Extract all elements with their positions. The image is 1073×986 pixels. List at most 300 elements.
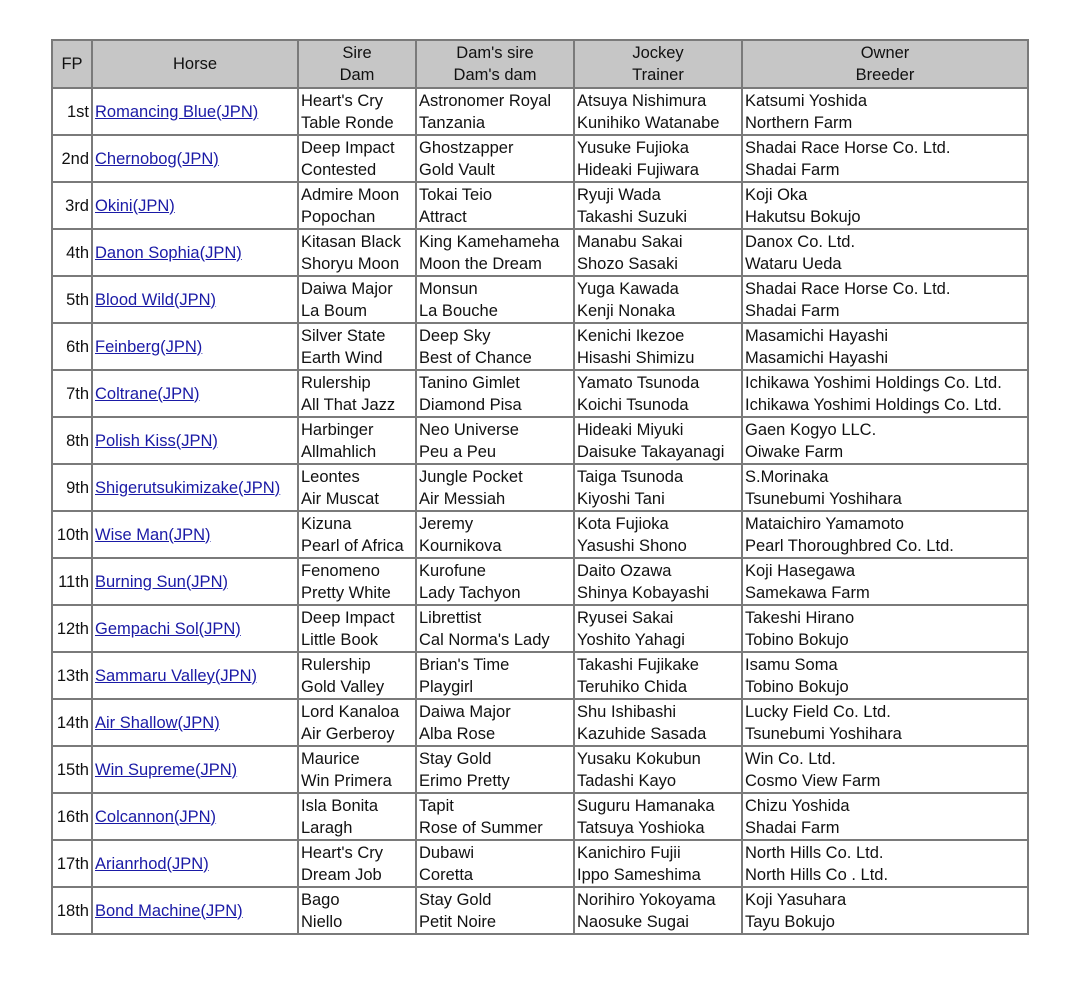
owner: Koji Hasegawa — [745, 561, 856, 580]
horse-cell — [92, 182, 298, 229]
jockey: Taiga Tsunoda — [577, 467, 684, 486]
dams-dam: Attract — [419, 207, 467, 226]
sire-dam-cell — [298, 229, 416, 276]
dams-sire: Jungle Pocket — [419, 467, 523, 486]
jockey: Daito Ozawa — [577, 561, 672, 580]
damsire-damdam-cell — [416, 793, 574, 840]
dams-dam: Coretta — [419, 865, 474, 884]
horse-cell — [92, 229, 298, 276]
horse-cell — [92, 370, 298, 417]
trainer: Hideaki Fujiwara — [577, 160, 699, 179]
owner: Danox Co. Ltd. — [745, 232, 856, 251]
finish-position-cell — [52, 699, 92, 746]
jockey-trainer-cell — [574, 887, 742, 934]
finish-position-cell — [52, 887, 92, 934]
finish-position-cell — [52, 558, 92, 605]
race-results-table — [51, 39, 1029, 935]
finish-position: 2nd — [61, 149, 89, 168]
horse-link[interactable]: Chernobog(JPN) — [95, 149, 219, 168]
trainer: Yoshito Yahagi — [577, 630, 685, 649]
owner: Win Co. Ltd. — [745, 749, 836, 768]
dam: Shoryu Moon — [301, 254, 400, 273]
finish-position: 1st — [66, 102, 89, 121]
sire-dam-cell — [298, 323, 416, 370]
dams-dam: Tanzania — [419, 113, 486, 132]
trainer: Takashi Suzuki — [577, 207, 688, 226]
jockey-trainer-cell — [574, 511, 742, 558]
trainer: Shinya Kobayashi — [577, 583, 710, 602]
jockey-trainer-cell — [574, 605, 742, 652]
dam: Pretty White — [301, 583, 391, 602]
breeder: Wataru Ueda — [745, 254, 842, 273]
owner: Takeshi Hirano — [745, 608, 855, 627]
sire: Bago — [301, 890, 340, 909]
finish-position: 16th — [56, 807, 89, 826]
results-body — [52, 88, 1028, 934]
finish-position-cell — [52, 276, 92, 323]
dams-dam: Air Messiah — [419, 489, 506, 508]
horse-cell — [92, 417, 298, 464]
dam: Air Muscat — [301, 489, 379, 508]
damsire-damdam-cell — [416, 558, 574, 605]
finish-position: 7th — [66, 384, 89, 403]
finish-position-cell — [52, 229, 92, 276]
horse-cell — [92, 605, 298, 652]
owner: Gaen Kogyo LLC. — [745, 420, 877, 439]
sire-dam-cell — [298, 652, 416, 699]
trainer: Koichi Tsunoda — [577, 395, 689, 414]
header-fp — [52, 40, 92, 88]
breeder: Tobino Bokujo — [745, 677, 849, 696]
header-breeder-label: Breeder — [855, 66, 915, 84]
horse-link[interactable]: Arianrhod(JPN) — [95, 854, 209, 873]
sire-dam-cell — [298, 135, 416, 182]
finish-position: 17th — [56, 854, 89, 873]
sire: Deep Impact — [301, 138, 395, 157]
owner-breeder-cell — [742, 182, 1028, 229]
owner: Masamichi Hayashi — [745, 326, 889, 345]
horse-link[interactable]: Gempachi Sol(JPN) — [95, 619, 241, 638]
horse-link[interactable]: Colcannon(JPN) — [95, 807, 217, 826]
trainer: Tadashi Kayo — [577, 771, 677, 790]
finish-position-cell — [52, 793, 92, 840]
dams-sire: Neo Universe — [419, 420, 519, 439]
jockey: Kanichiro Fujii — [577, 843, 681, 862]
sire-dam-cell — [298, 511, 416, 558]
owner: Lucky Field Co. Ltd. — [745, 702, 891, 721]
table-row — [52, 229, 1028, 276]
dam: Table Ronde — [301, 113, 394, 132]
damsire-damdam-cell — [416, 229, 574, 276]
sire: Daiwa Major — [301, 279, 393, 298]
damsire-damdam-cell — [416, 370, 574, 417]
header-trainer-label: Trainer — [632, 66, 684, 84]
horse-cell — [92, 699, 298, 746]
breeder: Shadai Farm — [745, 301, 840, 320]
jockey: Hideaki Miyuki — [577, 420, 684, 439]
owner-breeder-cell — [742, 840, 1028, 887]
sire: Kizuna — [301, 514, 352, 533]
horse-cell — [92, 652, 298, 699]
trainer: Yasushi Shono — [577, 536, 687, 555]
damsire-damdam-cell — [416, 652, 574, 699]
table-row — [52, 887, 1028, 934]
table-row — [52, 746, 1028, 793]
dams-sire: Tapit — [419, 796, 454, 815]
sire: Fenomeno — [301, 561, 380, 580]
sire-dam-cell — [298, 558, 416, 605]
dams-dam: Petit Noire — [419, 912, 497, 931]
breeder: Shadai Farm — [745, 818, 840, 837]
dam: Win Primera — [301, 771, 392, 790]
finish-position-cell — [52, 370, 92, 417]
dams-sire: Dubawi — [419, 843, 475, 862]
dam: Earth Wind — [301, 348, 383, 367]
breeder: Tayu Bokujo — [745, 912, 835, 931]
owner-breeder-cell — [742, 793, 1028, 840]
jockey-trainer-cell — [574, 746, 742, 793]
table-row — [52, 417, 1028, 464]
breeder: Tsunebumi Yoshihara — [745, 724, 902, 743]
table-row — [52, 605, 1028, 652]
damsire-damdam-cell — [416, 276, 574, 323]
trainer: Hisashi Shimizu — [577, 348, 695, 367]
breeder: Cosmo View Farm — [745, 771, 881, 790]
finish-position: 6th — [66, 337, 89, 356]
damsire-damdam-cell — [416, 511, 574, 558]
trainer: Tatsuya Yoshioka — [577, 818, 705, 837]
horse-link[interactable]: Romancing Blue(JPN) — [95, 102, 259, 121]
header-damsire-damdam — [416, 40, 574, 88]
breeder: Tsunebumi Yoshihara — [745, 489, 902, 508]
sire: Silver State — [301, 326, 386, 345]
horse-cell — [92, 464, 298, 511]
jockey-trainer-cell — [574, 323, 742, 370]
dam: Niello — [301, 912, 343, 931]
jockey: Norihiro Yokoyama — [577, 890, 716, 909]
table-row — [52, 511, 1028, 558]
finish-position-cell — [52, 511, 92, 558]
dams-dam: Diamond Pisa — [419, 395, 522, 414]
finish-position: 9th — [66, 478, 89, 497]
jockey-trainer-cell — [574, 182, 742, 229]
header-dam-label: Dam — [339, 66, 375, 84]
table-row — [52, 370, 1028, 417]
horse-link[interactable]: Coltrane(JPN) — [95, 384, 200, 403]
dams-dam: Cal Norma's Lady — [419, 630, 550, 649]
horse-cell — [92, 840, 298, 887]
header-sire-dam — [298, 40, 416, 88]
horse-link[interactable]: Burning Sun(JPN) — [95, 572, 228, 591]
finish-position: 4th — [66, 243, 89, 262]
sire-dam-cell — [298, 276, 416, 323]
owner: Koji Yasuhara — [745, 890, 847, 909]
jockey: Manabu Sakai — [577, 232, 683, 251]
owner-breeder-cell — [742, 887, 1028, 934]
table-row — [52, 276, 1028, 323]
header-fp-label: FP — [61, 55, 83, 73]
finish-position-cell — [52, 605, 92, 652]
sire: Heart's Cry — [301, 91, 383, 110]
dams-dam: Alba Rose — [419, 724, 496, 743]
header-owner-label: Owner — [860, 44, 910, 62]
finish-position: 8th — [66, 431, 89, 450]
sire-dam-cell — [298, 182, 416, 229]
damsire-damdam-cell — [416, 699, 574, 746]
finish-position-cell — [52, 417, 92, 464]
owner: Chizu Yoshida — [745, 796, 850, 815]
header-jockey-label: Jockey — [632, 44, 684, 62]
sire: Harbinger — [301, 420, 374, 439]
sire-dam-cell — [298, 605, 416, 652]
jockey: Kenichi Ikezoe — [577, 326, 685, 345]
damsire-damdam-cell — [416, 323, 574, 370]
sire: Rulership — [301, 373, 371, 392]
table-row — [52, 464, 1028, 511]
sire-dam-cell — [298, 417, 416, 464]
damsire-damdam-cell — [416, 88, 574, 135]
dams-sire: Jeremy — [419, 514, 474, 533]
header-dams-dam-label: Dam's dam — [453, 66, 537, 84]
dam: La Boum — [301, 301, 368, 320]
horse-link[interactable]: Bond Machine(JPN) — [95, 901, 243, 920]
dams-sire: King Kamehameha — [419, 232, 560, 251]
dams-sire: Brian's Time — [419, 655, 510, 674]
jockey-trainer-cell — [574, 276, 742, 323]
horse-link[interactable]: Wise Man(JPN) — [95, 525, 211, 544]
owner: Ichikawa Yoshimi Holdings Co. Ltd. — [745, 373, 1002, 392]
dam: Pearl of Africa — [301, 536, 404, 555]
horse-cell — [92, 88, 298, 135]
trainer: Kenji Nonaka — [577, 301, 676, 320]
owner-breeder-cell — [742, 370, 1028, 417]
dams-sire: Stay Gold — [419, 890, 492, 909]
damsire-damdam-cell — [416, 464, 574, 511]
owner-breeder-cell — [742, 511, 1028, 558]
breeder: Pearl Thoroughbred Co. Ltd. — [745, 536, 954, 555]
sire: Deep Impact — [301, 608, 395, 627]
table-row — [52, 793, 1028, 840]
horse-link[interactable]: Feinberg(JPN) — [95, 337, 203, 356]
dams-dam: Erimo Pretty — [419, 771, 510, 790]
header-sire-label: Sire — [342, 44, 372, 62]
finish-position-cell — [52, 88, 92, 135]
damsire-damdam-cell — [416, 135, 574, 182]
horse-cell — [92, 276, 298, 323]
breeder: Ichikawa Yoshimi Holdings Co. Ltd. — [745, 395, 1002, 414]
jockey: Shu Ishibashi — [577, 702, 677, 721]
finish-position: 13th — [56, 666, 89, 685]
sire: Maurice — [301, 749, 360, 768]
horse-link[interactable]: Sammaru Valley(JPN) — [95, 666, 257, 685]
horse-cell — [92, 746, 298, 793]
trainer: Naosuke Sugai — [577, 912, 689, 931]
sire-dam-cell — [298, 88, 416, 135]
owner: Mataichiro Yamamoto — [745, 514, 904, 533]
dams-sire: Astronomer Royal — [419, 91, 552, 110]
owner-breeder-cell — [742, 88, 1028, 135]
finish-position: 3rd — [65, 196, 89, 215]
jockey: Kota Fujioka — [577, 514, 669, 533]
breeder: Shadai Farm — [745, 160, 840, 179]
horse-cell — [92, 558, 298, 605]
sire-dam-cell — [298, 793, 416, 840]
sire-dam-cell — [298, 464, 416, 511]
owner-breeder-cell — [742, 323, 1028, 370]
dam: Little Book — [301, 630, 379, 649]
dam: Gold Valley — [301, 677, 385, 696]
owner: Isamu Soma — [745, 655, 838, 674]
sire: Leontes — [301, 467, 360, 486]
header-horse-label: Horse — [172, 55, 217, 73]
header-owner-breeder — [742, 40, 1028, 88]
dam: Allmahlich — [301, 442, 377, 461]
table-row — [52, 323, 1028, 370]
horse-cell — [92, 793, 298, 840]
table-row — [52, 88, 1028, 135]
jockey-trainer-cell — [574, 793, 742, 840]
breeder: Oiwake Farm — [745, 442, 844, 461]
dams-dam: Playgirl — [419, 677, 474, 696]
jockey: Atsuya Nishimura — [577, 91, 707, 110]
trainer: Kiyoshi Tani — [577, 489, 665, 508]
dam: Contested — [301, 160, 377, 179]
owner-breeder-cell — [742, 605, 1028, 652]
jockey-trainer-cell — [574, 464, 742, 511]
header-horse — [92, 40, 298, 88]
owner-breeder-cell — [742, 417, 1028, 464]
dams-dam: Best of Chance — [419, 348, 532, 367]
jockey: Ryuji Wada — [577, 185, 661, 204]
owner-breeder-cell — [742, 652, 1028, 699]
finish-position: 11th — [58, 572, 89, 591]
dams-sire: Ghostzapper — [419, 138, 514, 157]
jockey-trainer-cell — [574, 370, 742, 417]
finish-position-cell — [52, 182, 92, 229]
horse-cell — [92, 323, 298, 370]
horse-link[interactable]: Air Shallow(JPN) — [95, 713, 220, 732]
damsire-damdam-cell — [416, 605, 574, 652]
table-row — [52, 840, 1028, 887]
damsire-damdam-cell — [416, 417, 574, 464]
owner-breeder-cell — [742, 464, 1028, 511]
dams-sire: Librettist — [419, 608, 482, 627]
jockey-trainer-cell — [574, 652, 742, 699]
damsire-damdam-cell — [416, 887, 574, 934]
dams-sire: Monsun — [419, 279, 478, 298]
horse-link[interactable]: Polish Kiss(JPN) — [95, 431, 218, 450]
sire-dam-cell — [298, 370, 416, 417]
owner-breeder-cell — [742, 746, 1028, 793]
finish-position-cell — [52, 840, 92, 887]
owner: North Hills Co. Ltd. — [745, 843, 884, 862]
finish-position-cell — [52, 652, 92, 699]
sire: Isla Bonita — [301, 796, 379, 815]
jockey: Suguru Hamanaka — [577, 796, 715, 815]
dams-dam: La Bouche — [419, 301, 498, 320]
dam: Laragh — [301, 818, 353, 837]
owner: Shadai Race Horse Co. Ltd. — [745, 138, 951, 157]
horse-link[interactable]: Blood Wild(JPN) — [95, 290, 217, 309]
breeder: Northern Farm — [745, 113, 853, 132]
dam: Air Gerberoy — [301, 724, 395, 743]
owner-breeder-cell — [742, 558, 1028, 605]
owner: Shadai Race Horse Co. Ltd. — [745, 279, 951, 298]
trainer: Ippo Sameshima — [577, 865, 701, 884]
finish-position: 10th — [56, 525, 89, 544]
jockey: Takashi Fujikake — [577, 655, 699, 674]
jockey: Yusaku Kokubun — [577, 749, 701, 768]
dams-dam: Gold Vault — [419, 160, 495, 179]
trainer: Kazuhide Sasada — [577, 724, 707, 743]
jockey-trainer-cell — [574, 417, 742, 464]
damsire-damdam-cell — [416, 840, 574, 887]
horse-link[interactable]: Win Supreme(JPN) — [95, 760, 238, 779]
horse-link[interactable]: Danon Sophia(JPN) — [95, 243, 242, 262]
breeder: Samekawa Farm — [745, 583, 870, 602]
table-row — [52, 135, 1028, 182]
horse-link[interactable]: Shigerutsukimizake(JPN) — [95, 478, 281, 497]
owner: Koji Oka — [745, 185, 808, 204]
jockey: Yusuke Fujioka — [577, 138, 689, 157]
jockey-trainer-cell — [574, 699, 742, 746]
dams-sire: Tanino Gimlet — [419, 373, 520, 392]
dams-sire: Kurofune — [419, 561, 486, 580]
sire-dam-cell — [298, 746, 416, 793]
finish-position: 12th — [56, 619, 89, 638]
jockey: Yamato Tsunoda — [577, 373, 700, 392]
finish-position-cell — [52, 746, 92, 793]
sire-dam-cell — [298, 840, 416, 887]
table-row — [52, 699, 1028, 746]
finish-position-cell — [52, 135, 92, 182]
trainer: Kunihiko Watanabe — [577, 113, 720, 132]
trainer: Teruhiko Chida — [577, 677, 688, 696]
dams-sire: Tokai Teio — [419, 185, 493, 204]
sire-dam-cell — [298, 887, 416, 934]
finish-position-cell — [52, 323, 92, 370]
sire: Kitasan Black — [301, 232, 401, 251]
breeder: Masamichi Hayashi — [745, 348, 889, 367]
table-row — [52, 558, 1028, 605]
owner: S.Morinaka — [745, 467, 829, 486]
header-row — [52, 40, 1028, 88]
dams-sire: Deep Sky — [419, 326, 491, 345]
trainer: Daisuke Takayanagi — [577, 442, 725, 461]
dams-dam: Kournikova — [419, 536, 502, 555]
owner: Katsumi Yoshida — [745, 91, 868, 110]
finish-position: 15th — [56, 760, 89, 779]
jockey-trainer-cell — [574, 229, 742, 276]
jockey-trainer-cell — [574, 840, 742, 887]
sire: Rulership — [301, 655, 371, 674]
finish-position-cell — [52, 464, 92, 511]
dams-dam: Lady Tachyon — [419, 583, 521, 602]
table-row — [52, 182, 1028, 229]
table-row — [52, 652, 1028, 699]
dam: Dream Job — [301, 865, 382, 884]
finish-position: 14th — [56, 713, 89, 732]
horse-link[interactable]: Okini(JPN) — [95, 196, 175, 215]
jockey: Ryusei Sakai — [577, 608, 674, 627]
sire: Heart's Cry — [301, 843, 383, 862]
owner-breeder-cell — [742, 699, 1028, 746]
sire-dam-cell — [298, 699, 416, 746]
owner-breeder-cell — [742, 135, 1028, 182]
dams-sire: Daiwa Major — [419, 702, 511, 721]
horse-cell — [92, 511, 298, 558]
dam: All That Jazz — [301, 395, 396, 414]
